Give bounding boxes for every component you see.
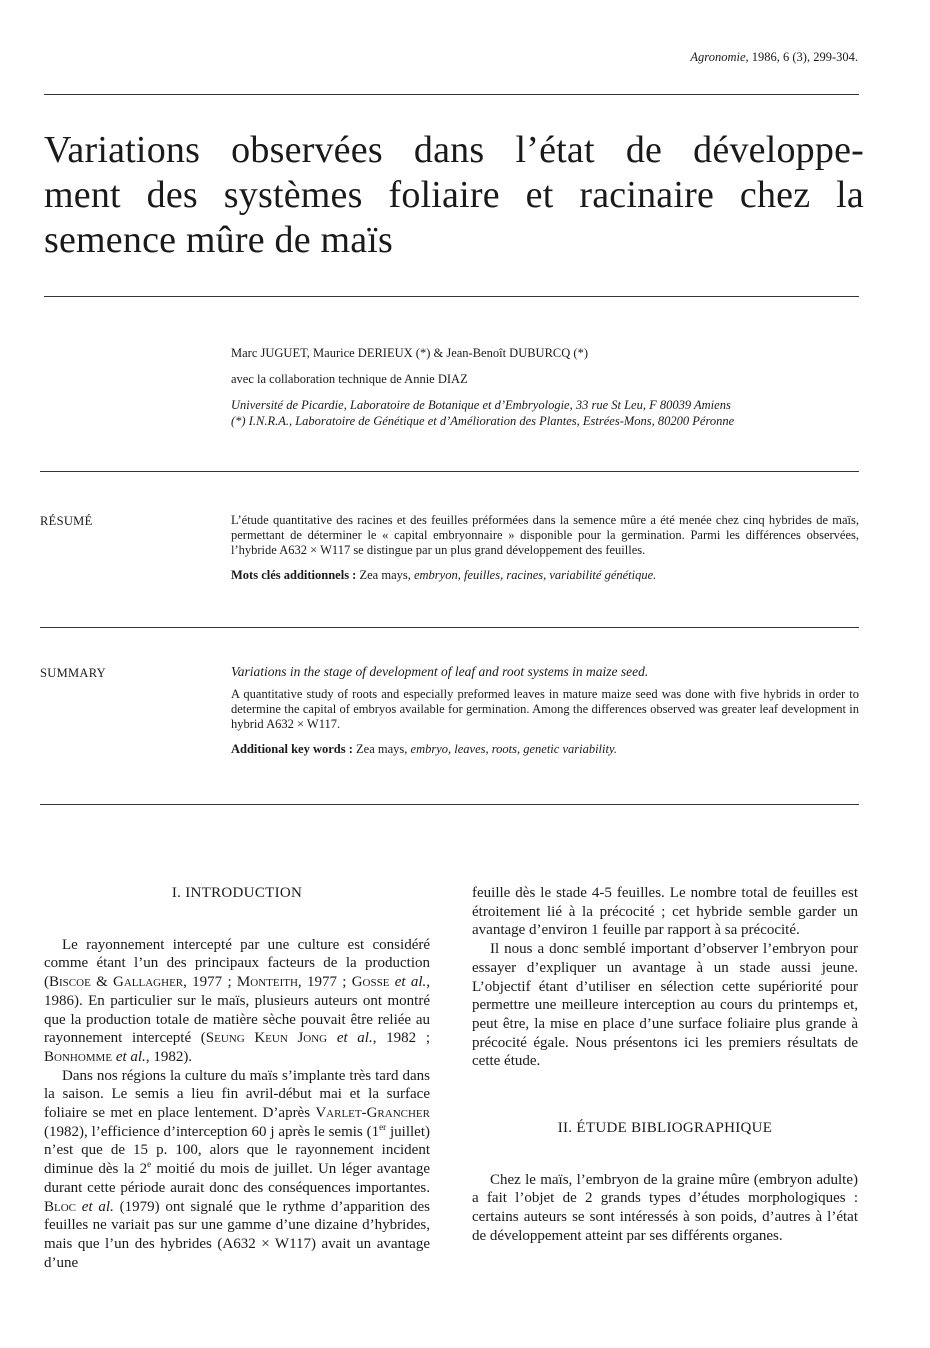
authors-block [231,345,831,429]
summary-text: A quantitative study of roots and especially preformed leaves in mature maize seed was done with five hybrids in order to determine the capital of embryos available for germination. Among the differences observed was greater leaf development in hybrid A632 × W117. [231,687,859,731]
resume-bottom-rule [40,627,859,628]
summary-keywords-italic: embryo, leaves, roots, genetic variability. [410,742,617,756]
top-rule [44,94,859,95]
journal-citation [690,50,858,65]
affiliation-2: (*) I.N.R.A., Laboratoire de Génétique et d’Amélioration des Plantes, Estrées-Mons, 80200 Péronne [231,414,735,428]
author-names: Marc JUGUET, Maurice DERIEUX (*) & Jean-Benoît DUBURCQ (*) [231,346,588,360]
technical-collaboration: avec la collaboration technique de Annie DIAZ [231,372,468,386]
title-line-1: Variations observées dans l’état de développe- [44,129,864,171]
summary-bottom-rule [40,804,859,805]
resume-keywords-plain: Zea mays, [356,568,414,582]
right-column [472,884,858,1246]
biblio-paragraph-1: Chez le maïs, l’embryon de la graine mûre (embryon adulte) a fait l’objet de 2 grands types d’études morphologiques : certains auteurs se sont intéressés à son poids, d’autres à l’état de développement atteint par ses différents organes. [472,1171,858,1244]
summary-keywords-label: Additional key words : [231,742,353,756]
resume-label: RÉSUMÉ [40,514,93,528]
intro-heading: I. INTRODUCTION [171,885,303,901]
title-line-2: ment des systèmes foliaire et racinaire chez la [44,174,864,216]
resume-text: L’étude quantitative des racines et des feuilles préformées dans la semence mûre a été menée chez cinq hybrides de maïs, permettant de déterminer le « capital embryonnaire » disponible pour la germination. Parmi les différences observées, l’hybride A632 × W117 se distingue par un plus grand développement des feuilles. [231,513,859,557]
resume-keywords [231,568,859,583]
title-line-3: semence mûre de maïs [44,219,394,261]
resume-keywords-label: Mots clés additionnels : [231,568,357,582]
summary-abstract [231,664,859,757]
left-column [44,884,430,1272]
paper-title [44,128,864,263]
authors-bottom-rule [40,471,859,472]
summary-keywords [231,742,859,757]
biblio-heading: II. ÉTUDE BIBLIOGRAPHIQUE [557,1120,773,1137]
resume-keywords-italic: embryon, feuilles, racines, variabilité génétique. [413,568,657,582]
affiliation-1: Université de Picardie, Laboratoire de Botanique et d’Embryologie, 33 rue St Leu, F 80039 Amiens [231,398,731,412]
intro-paragraph-1: Le rayonnement intercepté par une culture est considéré comme étant l’un des principaux facteurs de la production (Biscoe & Gallagher, 1977 ; Monteith, 1977 ; Gosse et al., 1986). En particulier sur le maïs, plusieurs auteurs ont montré que la production totale de matière sèche pouvait être reliée au rayonnement intercepté (Seung Keun Jong et al., 1982 ; Bonhomme et al., 1982). [44,936,431,1065]
journal-volume: 1986, 6 (3), 299-304. [748,50,858,64]
title-bottom-rule [44,296,859,297]
resume-abstract [231,513,859,583]
right-paragraph-2: Il nous a donc semblé important d’observer l’embryon pour essayer d’expliquer un avantage à un stade aussi jeune. L’objectif étant d’utiliser en sélection cette supériorité pour permettre une meilleure interception au cours du printemps et, peut être, la mise en place d’une surface foliaire plus grande à précocité égale. Nous présentons ici les premiers résultats de cette étude. [472,941,858,1070]
summary-title: Variations in the stage of development of leaf and root systems in maize seed. [231,664,649,679]
right-paragraph-1: feuille dès le stade 4-5 feuilles. Le nombre total de feuilles est étroitement lié à la précocité ; cet hybride semble garder un avantage d’environ 1 feuille par rapport à sa précocité. [472,885,858,939]
journal-name: Agronomie, [690,50,749,64]
intro-paragraph-2: Dans nos régions la culture du maïs s’implante très tard dans la saison. Le semis a lieu fin avril-début mai et la surface foliaire se met en place lentement. D’après Varlet-Grancher (1982), l’efficience d’interception 60 j après le semis (1er juillet) n’est que de 15 p. 100, alors que le rayonnement incident diminue dès la 2e moitié du mois de juillet. Un léger avantage durant cette période aurait donc des conséquences importantes. Bloc et al. (1979) ont signalé que le rythme d’apparition des feuilles ne variait pas sur une gamme d’une dizaine d’hybrides, mais que l’un des hybrides (A632 × W117) avait un avantage d’une [44,1067,431,1271]
summary-label: SUMMARY [40,666,107,680]
summary-keywords-plain: Zea mays, [352,742,411,756]
